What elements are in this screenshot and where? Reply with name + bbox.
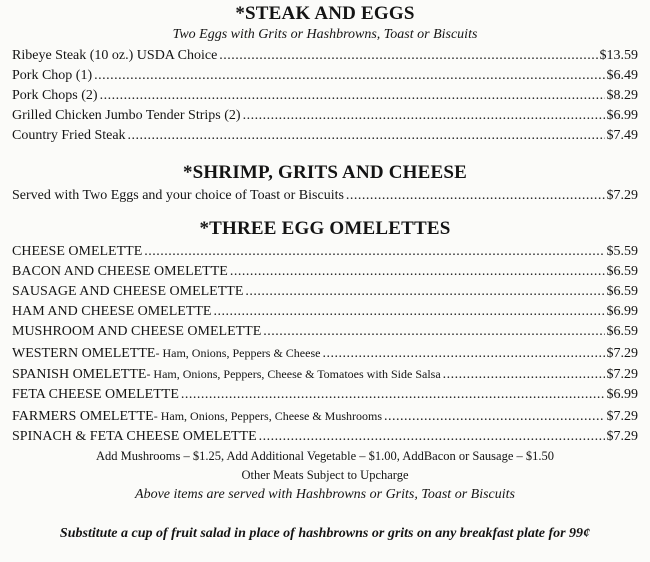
menu-item-description: - Ham, Onions, Peppers & Cheese [155,346,321,360]
menu-item-name: FARMERS OMELETTE [12,409,154,424]
menu-item-ham-cheese-omelette [12,302,638,322]
menu-item-pork-chop [12,66,638,86]
menu-item-price: $7.29 [606,429,638,444]
menu-item-price: $8.29 [606,88,638,103]
menu-item-ribeye-steak [12,46,638,66]
dot-leader [443,365,605,385]
menu-item-price: $6.99 [606,387,638,402]
menu-item-grilled-chicken [12,106,638,126]
dot-leader [384,407,604,427]
menu-item-name: SAUSAGE AND CHEESE OMELETTE [12,284,244,299]
fruit-substitute-note: Substitute a cup of fruit salad in place of hashbrowns or grits on any breakfast plate for 99¢ [59,526,591,541]
dot-leader [243,106,605,126]
dot-leader [128,126,605,146]
dot-leader [219,46,597,66]
menu-item-name: MUSHROOM AND CHEESE OMELETTE [12,324,262,339]
menu-item-price: $6.59 [606,324,638,339]
menu-item-name: FETA CHEESE OMELETTE [12,387,179,402]
menu-item-name: CHEESE OMELETTE [12,244,143,259]
menu-item-name: WESTERN OMELETTE [12,346,156,361]
dot-leader [214,302,605,322]
menu-item-price: $6.99 [606,108,638,123]
menu-item-name: SPINACH & FETA CHEESE OMELETTE [12,429,257,444]
dot-leader [263,322,604,342]
menu-item-price: $6.99 [606,304,638,319]
menu-item-price: $13.59 [599,48,638,63]
menu-item-name: SPANISH OMELETTE [12,367,147,382]
menu-item-bacon-cheese-omelette [12,262,638,282]
menu-item-cheese-omelette [12,242,638,262]
menu-item-shrimp-grits [12,186,638,206]
addons-note: Add Mushrooms – $1.25, Add Additional Vegetable – $1.00, AddBacon or Sausage – $1.50 [95,449,555,463]
dot-leader [100,86,605,106]
menu-item-price: $6.49 [606,68,638,83]
dot-leader [230,262,605,282]
menu-item-name: Served with Two Eggs and your choice of Toast or Biscuits [12,188,344,203]
menu-item-name: Ribeye Steak (10 oz.) USDA Choice [12,48,218,63]
menu-item-price: $7.49 [606,128,638,143]
served-with-note: Above items are served with Hashbrowns or Grits, Toast or Biscuits [135,487,515,502]
dot-leader [144,242,604,262]
menu-item-price: $7.29 [606,409,638,424]
dot-leader [259,427,605,447]
menu-item-western-omelette [12,343,638,363]
menu-item-name: Country Fried Steak [12,128,126,143]
dot-leader [346,186,605,206]
dot-leader [181,385,605,405]
menu-item-mushroom-cheese-omelette [12,322,638,342]
dot-leader [322,344,604,364]
menu-item-price: $7.29 [606,346,638,361]
menu-item-price: $7.29 [606,188,638,203]
menu-item-spinach-feta-omelette [12,427,638,447]
menu-item-name: Grilled Chicken Jumbo Tender Strips (2) [12,108,241,123]
menu-item-pork-chops [12,86,638,106]
menu-item-feta-cheese-omelette [12,385,638,405]
menu-item-country-fried-steak [12,126,638,146]
dot-leader [245,282,604,302]
menu-item-name: Pork Chop (1) [12,68,93,83]
menu-item-name: BACON AND CHEESE OMELETTE [12,264,228,279]
menu-item-price: $6.59 [606,264,638,279]
menu-item-spanish-omelette [12,364,638,384]
dot-leader [94,66,604,86]
section-title-omelettes: *THREE EGG OMELETTES [199,218,451,239]
section-title-steak-and-eggs: *STEAK AND EGGS [235,3,415,24]
menu-item-description: - Ham, Onions, Peppers, Cheese & Mushrooms [153,409,383,423]
menu-item-price: $7.29 [606,367,638,382]
section-subtitle-steak-and-eggs: Two Eggs with Grits or Hashbrowns, Toast or Biscuits [172,27,478,42]
menu-item-price: $5.59 [606,244,638,259]
menu-item-name: Pork Chops (2) [12,88,98,103]
menu-item-description: - Ham, Onions, Peppers, Cheese & Tomatoes with Side Salsa [146,367,441,381]
section-title-shrimp-grits: *SHRIMP, GRITS AND CHEESE [182,162,468,183]
menu-item-name: HAM AND CHEESE OMELETTE [12,304,212,319]
menu-item-sausage-cheese-omelette [12,282,638,302]
upcharge-note: Other Meats Subject to Upcharge [241,468,409,482]
menu-item-farmers-omelette [12,406,638,426]
menu-item-price: $6.59 [606,284,638,299]
